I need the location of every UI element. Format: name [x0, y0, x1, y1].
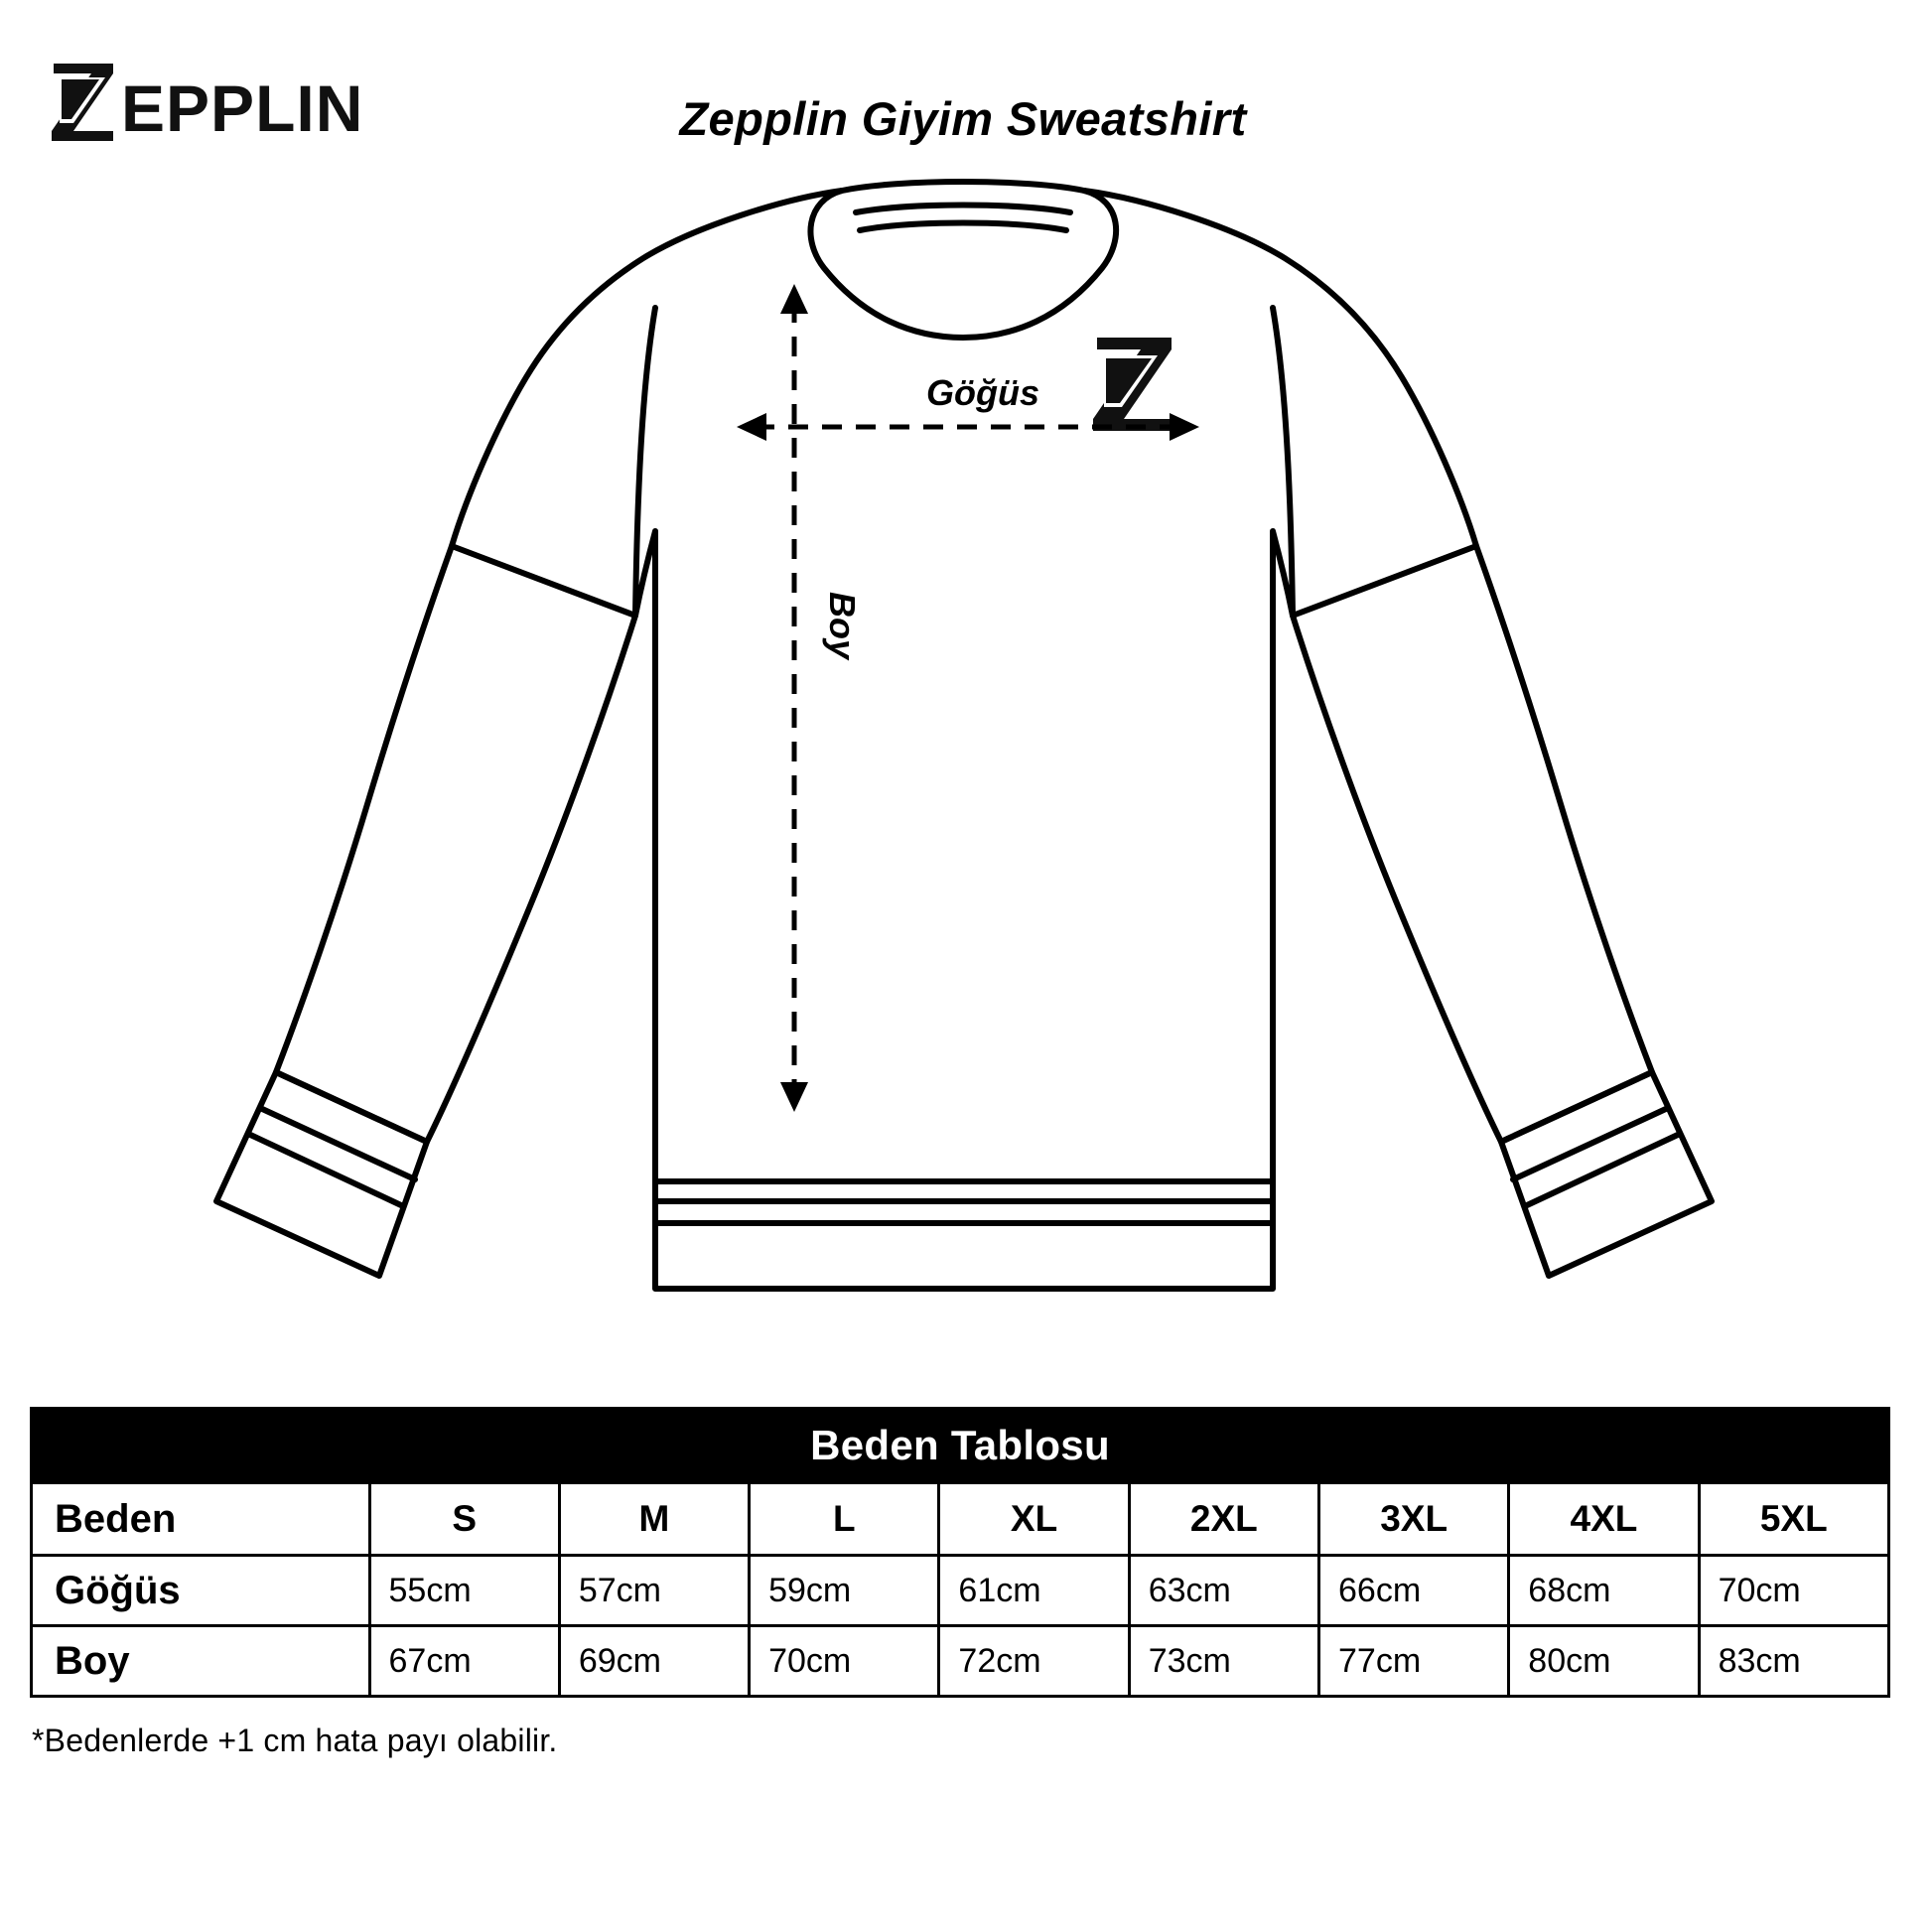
cell-boy-2xl: 73cm — [1129, 1626, 1318, 1697]
chest-logo-icon — [1093, 338, 1172, 431]
page-title-light: Zepplin Giyim — [679, 92, 1007, 145]
table-header-size-s: S — [369, 1483, 559, 1556]
cell-gogus-3xl: 66cm — [1319, 1556, 1509, 1626]
footnote: *Bedenlerde +1 cm hata payı olabilir. — [32, 1723, 558, 1758]
length-measure-arrow — [780, 284, 808, 1112]
cell-boy-4xl: 80cm — [1509, 1626, 1699, 1697]
row-label-boy: Boy — [32, 1626, 370, 1697]
cell-boy-s: 67cm — [369, 1626, 559, 1697]
cell-gogus-m: 57cm — [559, 1556, 749, 1626]
cell-gogus-s: 55cm — [369, 1556, 559, 1626]
right-cuff-line-1 — [1513, 1108, 1668, 1179]
brand-logo — [48, 58, 365, 147]
svg-text:EPPLIN: EPPLIN — [121, 71, 364, 145]
table-title-row — [32, 1409, 1889, 1483]
cell-gogus-2xl: 63cm — [1129, 1556, 1318, 1626]
cell-boy-m: 69cm — [559, 1626, 749, 1697]
left-sleeve — [276, 546, 635, 1142]
table-header-size-4xl: 4XL — [1509, 1483, 1699, 1556]
table-header-size-xl: XL — [939, 1483, 1129, 1556]
size-table — [30, 1407, 1890, 1698]
table-row — [32, 1626, 1889, 1697]
page-header — [0, 40, 1932, 159]
cell-boy-xl: 72cm — [939, 1626, 1129, 1697]
table-header-size-3xl: 3XL — [1319, 1483, 1509, 1556]
chest-label: Göğüs — [926, 372, 1039, 413]
collar-inner-1 — [856, 206, 1070, 213]
right-cuff-line-2 — [1527, 1134, 1680, 1205]
cell-gogus-l: 59cm — [750, 1556, 939, 1626]
left-cuff-line-1 — [260, 1108, 415, 1179]
cell-gogus-xl: 61cm — [939, 1556, 1129, 1626]
chest-measure-arrow — [737, 413, 1199, 441]
cell-boy-5xl: 83cm — [1699, 1626, 1888, 1697]
table-header-size-5xl: 5XL — [1699, 1483, 1888, 1556]
left-cuff — [216, 1072, 427, 1276]
table-header-size-2xl: 2XL — [1129, 1483, 1318, 1556]
right-sleeve — [1293, 546, 1652, 1142]
length-label: Boy — [822, 591, 863, 660]
table-header-row — [32, 1483, 1889, 1556]
row-label-gogus: Göğüs — [32, 1556, 370, 1626]
sweatshirt-illustration — [0, 149, 1932, 1390]
left-cuff-line-2 — [248, 1134, 401, 1205]
page-title-bold: Sweatshirt — [1006, 92, 1247, 145]
right-cuff — [1501, 1072, 1712, 1276]
table-title: Beden Tablosu — [32, 1409, 1889, 1483]
table-header-size-l: L — [750, 1483, 939, 1556]
cell-boy-3xl: 77cm — [1319, 1626, 1509, 1697]
table-row — [32, 1556, 1889, 1626]
collar-inner-2 — [860, 223, 1066, 231]
table-header-size-m: M — [559, 1483, 749, 1556]
cell-boy-l: 70cm — [750, 1626, 939, 1697]
cell-gogus-5xl: 70cm — [1699, 1556, 1888, 1626]
hem-band — [655, 1181, 1273, 1289]
table-header-beden: Beden — [32, 1483, 370, 1556]
cell-gogus-4xl: 68cm — [1509, 1556, 1699, 1626]
page-title — [417, 91, 1509, 146]
